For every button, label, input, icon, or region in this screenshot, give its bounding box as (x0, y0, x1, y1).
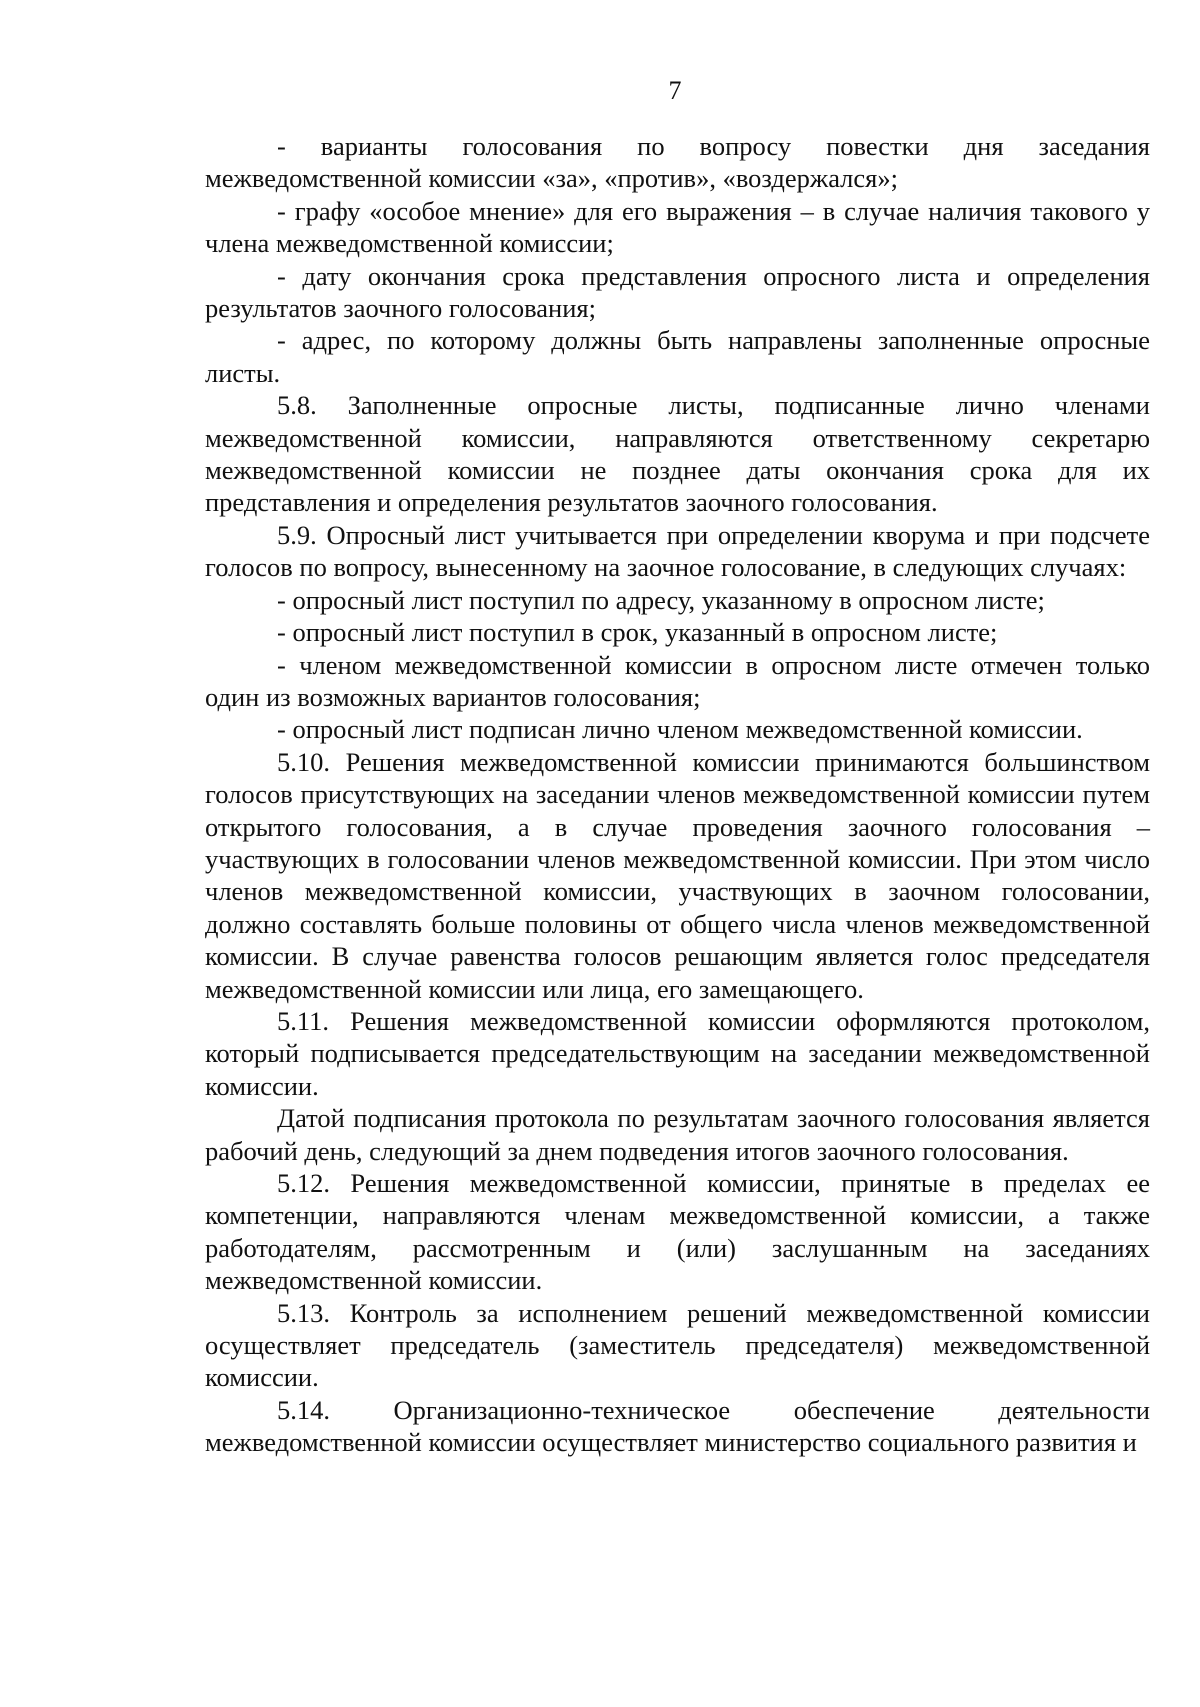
paragraph-voting-options: - варианты голосования по вопросу повестки дня заседания межведомственной комиссии «за», «против», «воздержался»; (205, 131, 1150, 194)
paragraph-5-11: 5.11. Решения межведомственной комиссии оформляются протоколом, который подписывается председательствующим на заседании межведомственной комиссии. (205, 1005, 1150, 1101)
paragraph-5-14: 5.14. Организационно-техническое обеспечение деятельности межведомственной комиссии осуществляет министерство социального развития и (205, 1394, 1150, 1458)
paragraph-deadline: - дату окончания срока представления опросного листа и определения результатов заочного голосования; (205, 260, 1150, 324)
paragraph-5-12: 5.12. Решения межведомственной комиссии, принятые в пределах ее компетенции, направляются членам межведомственной комиссии, а также работодателям, рассмотренным и (или) заслушанным на заседаниях межведомственной комиссии. (205, 1168, 1150, 1296)
paragraph-condition-term: - опросный лист поступил в срок, указанный в опросном листе; (277, 617, 998, 648)
paragraph-address: - адрес, по которому должны быть направлены заполненные опросные листы. (205, 325, 1150, 388)
paragraph-5-10: 5.10. Решения межведомственной комиссии принимаются большинством голосов присутствующих на заседании членов межведомственной комиссии путем открытого голосования, а в случае проведения заочного голосования – участвующих в голосовании членов межведомственной комиссии. При этом число членов межведомственной комиссии, участвующих в заочном голосовании, должно составлять больше половины от общего числа членов межведомственной комиссии. В случае равенства голосов решающим является голос председателя межведомственной комиссии или лица, его замещающего. (205, 746, 1150, 1004)
paragraph-special-opinion: - графу «особое мнение» для его выражения – в случае наличия такового у члена межведомственной комиссии; (205, 195, 1150, 259)
paragraph-5-13: 5.13. Контроль за исполнением решений межведомственной комиссии осуществляет председатель (заместитель председателя) межведомственной комиссии. (205, 1297, 1150, 1393)
paragraph-condition-single-option: - членом межведомственной комиссии в опросном листе отмечен только один из возможных вариантов голосования; (205, 649, 1150, 712)
page-number: 7 (668, 76, 682, 105)
document-body (205, 130, 1150, 1459)
paragraph-condition-signed: - опросный лист подписан лично членом межведомственной комиссии. (277, 714, 1083, 745)
paragraph-protocol-date: Датой подписания протокола по результатам заочного голосования является рабочий день, следующий за днем подведения итогов заочного голосования. (205, 1103, 1150, 1166)
paragraph-5-8: 5.8. Заполненные опросные листы, подписанные лично членами межведомственной комиссии, направляются ответственному секретарю межведомственной комиссии не позднее даты окончания срока для их представления и определения результатов заочного голосования. (205, 390, 1150, 518)
paragraph-5-9: 5.9. Опросный лист учитывается при определении кворума и при подсчете голосов по вопросу, вынесенному на заочное голосование, в следующих случаях: (205, 519, 1150, 583)
paragraph-condition-address: - опросный лист поступил по адресу, указанному в опросном листе; (277, 584, 1045, 615)
